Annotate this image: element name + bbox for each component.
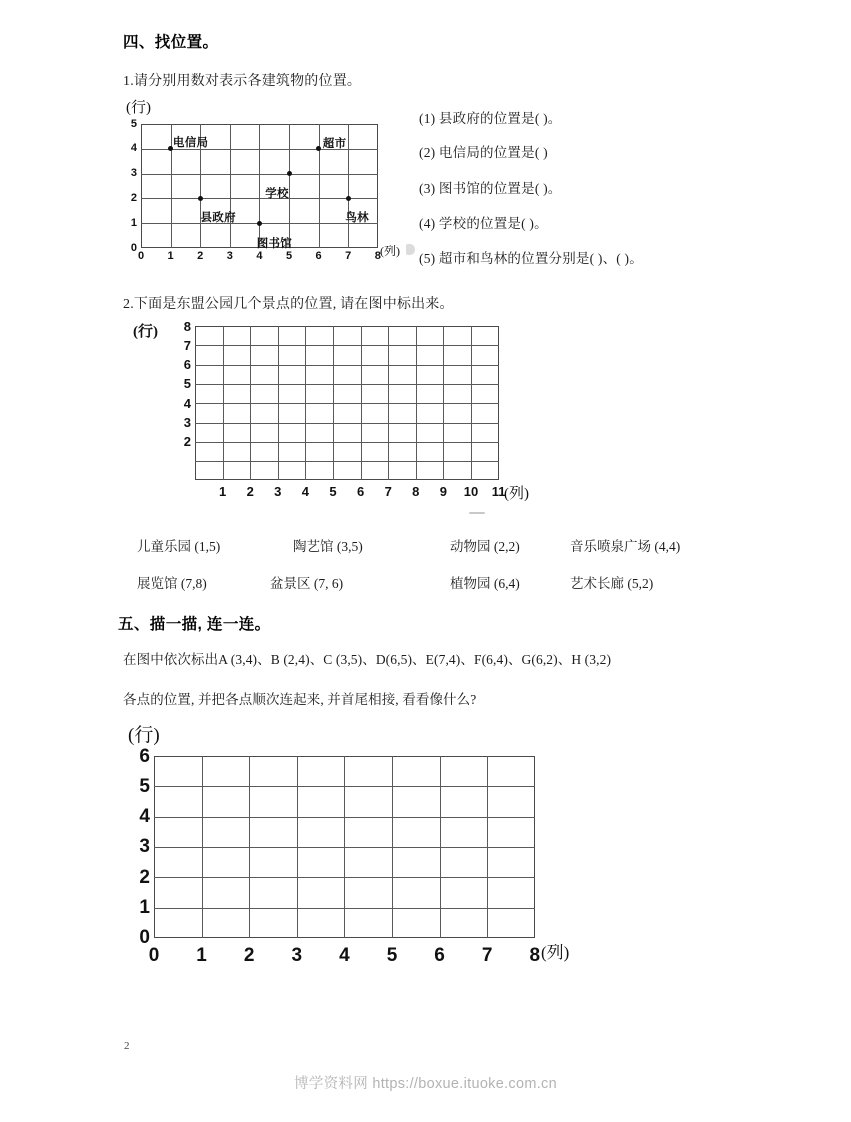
grid-line-vertical bbox=[230, 124, 231, 248]
page-number: 2 bbox=[124, 1040, 130, 1052]
watermark: 博学资料网 https://boxue.ituoke.com.cn bbox=[294, 1076, 557, 1092]
y-axis-tick-label: 2 bbox=[130, 191, 137, 204]
x-axis-tick-label: 6 bbox=[356, 484, 365, 500]
section-four-heading: 四、找位置。 bbox=[123, 34, 219, 51]
data-point-label: 县政府 bbox=[200, 212, 236, 225]
x-axis-tick-label: 3 bbox=[226, 250, 233, 262]
grid-line-horizontal bbox=[141, 174, 378, 175]
grid1-col-caption: (列) bbox=[380, 244, 400, 258]
y-axis-tick-label: 4 bbox=[130, 142, 137, 155]
grid-line-vertical bbox=[259, 124, 260, 248]
grid-line-horizontal bbox=[154, 817, 535, 818]
question-1-item-3: (3) 图书馆的位置是( )。 bbox=[419, 181, 562, 196]
x-axis-tick-label: 5 bbox=[285, 250, 293, 262]
x-axis-tick-label: 5 bbox=[329, 484, 337, 500]
data-point-label: 电信局 bbox=[172, 136, 209, 149]
x-axis-tick-label: 3 bbox=[274, 484, 282, 500]
question-1-item-2: (2) 电信局的位置是( ) bbox=[419, 145, 548, 160]
question-1-item-4: (4) 学校的位置是( )。 bbox=[419, 216, 548, 231]
y-axis-tick-label: 8 bbox=[183, 318, 191, 334]
data-point-label: 图书馆 bbox=[256, 238, 293, 251]
y-axis-tick-label: 5 bbox=[183, 376, 191, 392]
y-axis-tick-label: 4 bbox=[183, 395, 191, 411]
x-axis-tick-label: 1 bbox=[218, 484, 227, 500]
x-axis-tick-label: 2 bbox=[243, 944, 255, 966]
question-1-item-5: (5) 超市和鸟林的位置分别是( )、( )。 bbox=[419, 251, 643, 266]
question-1-item-1: (1) 县政府的位置是( )。 bbox=[419, 111, 562, 126]
landmark-item: 盆景区 (7, 6) bbox=[270, 576, 344, 591]
grid-line-vertical bbox=[171, 124, 172, 248]
grid-line-horizontal bbox=[141, 198, 378, 199]
y-axis-tick-label: 2 bbox=[139, 866, 150, 888]
x-axis-tick-label: 4 bbox=[339, 944, 350, 966]
y-axis-tick-label: 1 bbox=[139, 897, 150, 918]
grid-line-horizontal bbox=[195, 461, 499, 462]
data-point-label: 鸟林 bbox=[345, 212, 369, 225]
landmark-item: 植物园 (6,4) bbox=[450, 576, 520, 591]
y-axis-tick-label: 6 bbox=[139, 745, 150, 767]
x-axis-tick-label: 7 bbox=[481, 944, 493, 966]
grid-line-horizontal bbox=[195, 345, 499, 346]
x-axis-tick-label: 7 bbox=[384, 484, 392, 500]
x-axis-tick-label: 8 bbox=[529, 944, 541, 966]
grid-line-vertical bbox=[319, 124, 320, 248]
data-point-marker bbox=[198, 196, 203, 201]
section-five-heading: 五、描一描, 连一连。 bbox=[118, 616, 271, 633]
section-five-instruction-line-1: 在图中依次标出A (3,4)、B (2,4)、C (3,5)、D(6,5)、E(7,4)、F(6,4)、G(6,2)、H (3,2) bbox=[123, 652, 612, 667]
x-axis-tick-label: 1 bbox=[196, 944, 207, 966]
landmark-item: 展览馆 (7,8) bbox=[137, 576, 207, 591]
grid-line-horizontal bbox=[195, 442, 499, 443]
grid-line-horizontal bbox=[195, 384, 499, 385]
y-axis-tick-label: 4 bbox=[139, 806, 150, 828]
x-axis-tick-label: 6 bbox=[315, 250, 322, 262]
y-axis-tick-label: 3 bbox=[139, 836, 150, 858]
grid-line-horizontal bbox=[195, 365, 499, 366]
x-axis-tick-label: 5 bbox=[386, 944, 398, 966]
y-axis-tick-label: 3 bbox=[130, 167, 137, 180]
question-2-prompt: 2.下面是东盟公园几个景点的位置, 请在图中标出来。 bbox=[123, 297, 454, 312]
landmark-item: 儿童乐园 (1,5) bbox=[137, 539, 221, 554]
data-point-label: 学校 bbox=[265, 187, 289, 200]
x-axis-tick-label: 8 bbox=[374, 250, 381, 262]
x-axis-tick-label: 3 bbox=[291, 944, 303, 966]
y-axis-tick-label: 1 bbox=[130, 216, 137, 229]
x-axis-tick-label: 11 bbox=[491, 484, 506, 500]
x-axis-tick-label: 6 bbox=[434, 944, 445, 966]
grid-line-horizontal bbox=[154, 786, 535, 787]
y-axis-tick-label: 3 bbox=[183, 415, 191, 430]
section-five-instruction-line-2: 各点的位置, 并把各点顺次连起来, 并首尾相接, 看看像什么? bbox=[123, 692, 477, 707]
grid-line-horizontal bbox=[154, 847, 535, 848]
landmark-item: 艺术长廊 (5,2) bbox=[570, 576, 654, 591]
grid-line-vertical bbox=[348, 124, 349, 248]
grid3-row-caption: (行) bbox=[128, 725, 160, 746]
x-axis-tick-label: 2 bbox=[246, 484, 254, 500]
y-axis-tick-label: 0 bbox=[139, 927, 150, 949]
x-axis-tick-label: 1 bbox=[167, 250, 174, 262]
y-axis-tick-label: 6 bbox=[183, 357, 191, 373]
y-axis-tick-label: 0 bbox=[130, 241, 137, 254]
data-point-marker bbox=[257, 221, 262, 226]
grid1-row-caption: (行) bbox=[126, 100, 151, 116]
y-axis-tick-label: 5 bbox=[139, 775, 150, 797]
x-axis-tick-label: 0 bbox=[148, 944, 160, 966]
x-axis-tick-label: 8 bbox=[412, 484, 420, 500]
grid-line-vertical bbox=[289, 124, 290, 248]
data-point-marker bbox=[287, 171, 292, 176]
grid-line-horizontal bbox=[195, 423, 499, 424]
y-axis-tick-label: 5 bbox=[130, 117, 137, 130]
grid-line-horizontal bbox=[154, 908, 535, 909]
grid3-col-caption: (列) bbox=[541, 943, 570, 962]
landmark-item: 动物园 (2,2) bbox=[450, 539, 520, 554]
y-axis-tick-label: 2 bbox=[183, 434, 191, 450]
grid-line-horizontal bbox=[154, 877, 535, 878]
data-point-marker bbox=[346, 196, 351, 201]
landmark-item: 陶艺馆 (3,5) bbox=[293, 539, 363, 554]
data-point-label: 超市 bbox=[322, 137, 347, 150]
grid-line-horizontal bbox=[195, 403, 499, 404]
landmark-item: 音乐喷泉广场 (4,4) bbox=[570, 539, 681, 554]
x-axis-tick-label: 0 bbox=[137, 250, 145, 262]
scan-artifact-2 bbox=[469, 512, 485, 514]
scan-artifact bbox=[406, 244, 415, 255]
x-axis-tick-label: 10 bbox=[463, 484, 479, 500]
question-1-prompt: 1.请分别用数对表示各建筑物的位置。 bbox=[123, 74, 362, 89]
grid2-row-caption: (行) bbox=[133, 324, 158, 340]
y-axis-tick-label: 7 bbox=[183, 337, 191, 353]
x-axis-tick-label: 9 bbox=[439, 484, 447, 500]
x-axis-tick-label: 4 bbox=[256, 250, 263, 262]
grid2-col-caption: (列) bbox=[504, 486, 529, 502]
x-axis-tick-label: 7 bbox=[345, 250, 352, 262]
x-axis-tick-label: 2 bbox=[197, 250, 204, 262]
x-axis-tick-label: 4 bbox=[301, 484, 309, 500]
